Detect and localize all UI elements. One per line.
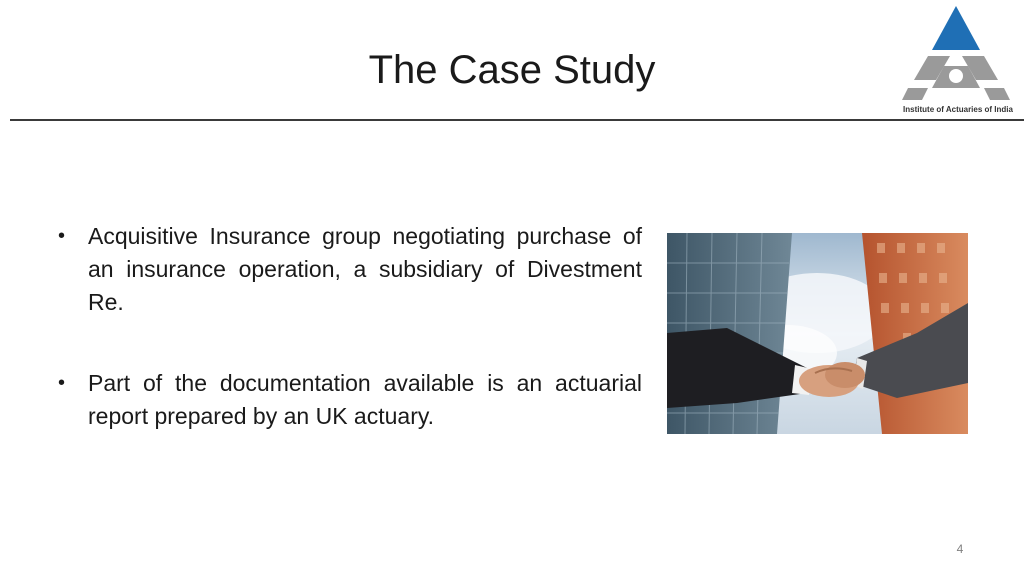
iai-logo-icon	[898, 4, 1018, 104]
bullet-dot: •	[58, 372, 66, 394]
iai-logo	[898, 4, 1018, 116]
bullet-text: Acquisitive Insurance group negotiating purchase of an insurance operation, a subsidiary of Divestment Re.	[88, 223, 642, 315]
page-number: 4	[956, 542, 964, 556]
bullet-item	[58, 220, 642, 319]
bullet-list	[58, 220, 642, 481]
bullet-dot: •	[58, 225, 66, 247]
bullet-item	[58, 367, 642, 433]
slide-title: The Case Study	[368, 48, 656, 92]
handshake-skyscrapers-photo	[667, 233, 968, 434]
header-divider	[10, 119, 1024, 121]
logo-caption: Institute of Actuaries of India	[903, 105, 1013, 114]
bullet-text: Part of the documentation available is an actuarial report prepared by an UK actuary.	[88, 370, 642, 429]
handshake-photo	[667, 233, 968, 434]
